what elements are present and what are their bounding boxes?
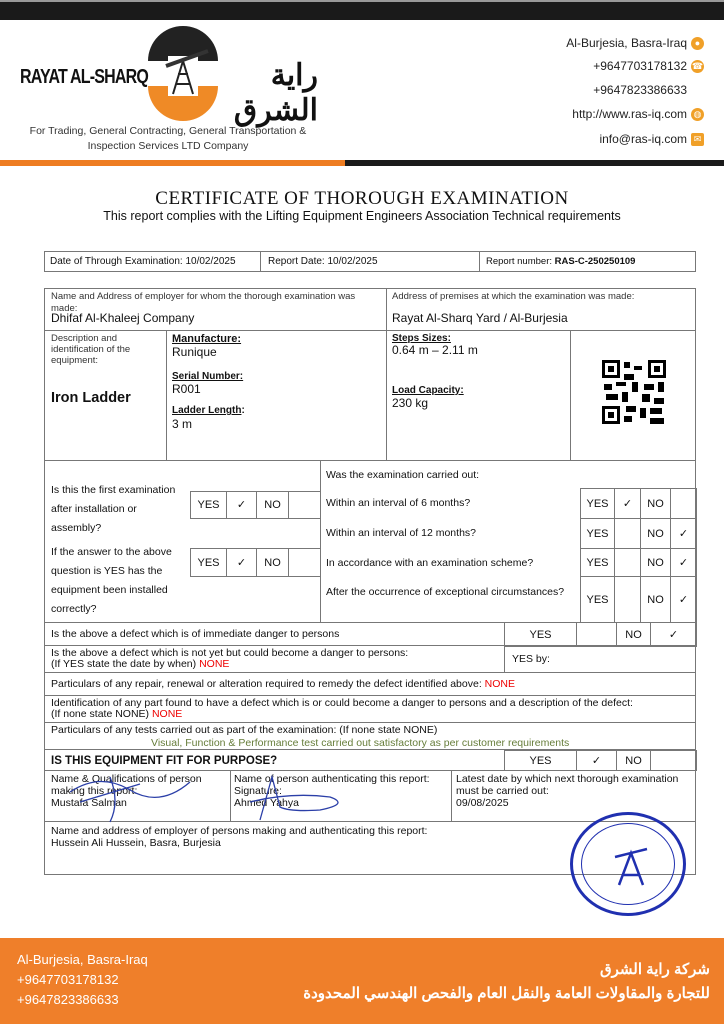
steps-label: Steps Sizes: xyxy=(392,333,451,344)
carried-out-0-yes-checkbox[interactable]: ✓ xyxy=(614,488,641,519)
fit-for-purpose-question: IS THIS EQUIPMENT FIT FOR PURPOSE? xyxy=(51,755,278,767)
fit-for-purpose-yes-checkbox[interactable]: ✓ xyxy=(576,750,617,771)
carried-out-question: Within an interval of 12 months? xyxy=(326,527,476,539)
future-danger-question: Is the above a defect which is not yet but could become a danger to persons: (If YES state the date by when) NONE xyxy=(51,647,409,670)
carried-out-1-no-label: NO xyxy=(640,518,671,549)
next-exam-date: 09/08/2025 xyxy=(456,797,509,809)
carried-out-2-yes-label: YES xyxy=(580,548,615,577)
phone-icon: ☎ xyxy=(691,60,704,71)
mail-icon: ✉ xyxy=(691,133,704,146)
load-value: 230 kg xyxy=(392,396,429,410)
load-label: Load Capacity: xyxy=(392,385,464,396)
signature-label: Signature: xyxy=(234,785,282,797)
employer-label: Name and Address of employer for whom the thorough examination was made: xyxy=(51,291,356,314)
footer xyxy=(0,938,724,1024)
footer-phone-2: +9647823386633 xyxy=(17,992,119,1007)
carried-out-0-yes-label: YES xyxy=(580,488,615,519)
report-number: Report number: RAS-C-250250109 xyxy=(486,256,636,267)
top-bar xyxy=(0,0,724,20)
carried-out-3-no-label: NO xyxy=(640,576,671,623)
immediate-danger-question: Is the above a defect which is of immediate danger to persons xyxy=(51,628,340,640)
footer-address: Al-Burjesia, Basra-Iraq xyxy=(17,952,148,967)
exam-date: Date of Through Examination: 10/02/2025 xyxy=(50,256,236,267)
maker-label: Name & Qualifications of person making this report: xyxy=(51,773,202,797)
tests-value: Visual, Function & Performance test carried out satisfactory as per customer requirements xyxy=(151,737,570,749)
maker-name: Mustafa Salman xyxy=(51,797,127,809)
first-exam-question: Is this the first examination after installation or assembly? xyxy=(51,484,176,534)
contact-phone: +9647703178132 ☎ xyxy=(593,59,704,73)
premises-value: Rayat Al-Sharq Yard / Al-Burjesia xyxy=(392,311,568,325)
first-exam-yes-label: YES xyxy=(190,491,227,519)
carried-out-1-yes-label: YES xyxy=(580,518,615,549)
header-divider-orange xyxy=(0,160,345,166)
first-exam-yes-checkbox[interactable]: ✓ xyxy=(226,491,257,519)
carried-out-question: Within an interval of 6 months? xyxy=(326,497,471,509)
company-stamp xyxy=(570,812,686,916)
brand-name-ar: راية الشرق xyxy=(233,59,318,127)
premises-label: Address of premises at which the examination was made: xyxy=(392,291,635,302)
carried-out-1-yes-checkbox[interactable] xyxy=(614,518,641,549)
first-exam-no-label: NO xyxy=(256,491,289,519)
manufacture-label: Manufacture: xyxy=(172,333,242,345)
installed-correctly-yes-checkbox[interactable]: ✓ xyxy=(226,548,257,577)
steps-value: 0.64 m – 2.11 m xyxy=(392,343,478,357)
manufacture-value: Runique xyxy=(172,345,217,359)
tests-question: Particulars of any tests carried out as part of the examination: (If none state NONE) xyxy=(51,724,438,736)
qr-code-icon xyxy=(602,360,666,424)
carried-out-question: In accordance with an examination scheme? xyxy=(326,557,534,569)
employer-persons-label: Name and address of employer of persons making and authenticating this report: xyxy=(51,825,428,837)
employer-value: Dhifaf Al-Khaleej Company xyxy=(51,311,195,325)
length-value: 3 m xyxy=(172,417,193,431)
carried-out-3-yes-checkbox[interactable] xyxy=(614,576,641,623)
carried-out-question: After the occurrence of exceptional circumstances? xyxy=(326,586,565,598)
installed-correctly-no-checkbox[interactable] xyxy=(288,548,321,577)
carried-out-3-yes-label: YES xyxy=(580,576,615,623)
authenticator-label: Name of person authenticating this report: xyxy=(234,773,430,785)
signatures xyxy=(60,762,380,832)
report-date: Report Date: 10/02/2025 xyxy=(268,256,378,267)
immediate-danger-yes-label: YES xyxy=(504,622,577,647)
first-exam-no-checkbox[interactable] xyxy=(288,491,321,519)
length-label: Ladder Length: xyxy=(172,405,245,416)
carried-out-2-yes-checkbox[interactable] xyxy=(614,548,641,577)
immediate-danger-no-label: NO xyxy=(616,622,651,647)
footer-phone-1: +9647703178132 xyxy=(17,972,119,987)
fit-for-purpose-yes-label: YES xyxy=(504,750,577,771)
carried-out-3-no-checkbox[interactable]: ✓ xyxy=(670,576,697,623)
immediate-danger-no-checkbox[interactable]: ✓ xyxy=(650,622,697,647)
authenticator-name: Ahmed Yahya xyxy=(234,797,299,809)
company-logo xyxy=(18,26,318,156)
tagline: For Trading, General Contracting, General Transportation & Inspection Services LTD Company xyxy=(29,125,307,152)
installed-correctly-question: If the answer to the above question is YES has the equipment been installed correctly? xyxy=(51,546,172,615)
globe-icon: ◍ xyxy=(691,108,704,121)
description-label: Description and identification of the equipment: xyxy=(51,333,131,366)
footer-description-ar: للتجارة والمقاولات العامة والنقل العام والفحص الهندسي المحدودة xyxy=(303,985,710,1002)
carried-out-2-no-label: NO xyxy=(640,548,671,577)
repair-particulars: Particulars of any repair, renewal or alteration required to remedy the defect identified above: NONE xyxy=(51,678,516,690)
defect-identification: Identification of any part found to have a defect which is or could become a danger to persons and a description of the defect: (If none state NONE) NONE xyxy=(51,697,633,720)
next-exam-label: Latest date by which next thorough examination must be carried out: xyxy=(456,773,679,797)
equipment-name: Iron Ladder xyxy=(51,390,131,406)
carried-out-1-no-checkbox[interactable]: ✓ xyxy=(670,518,697,549)
location-pin-icon: ● xyxy=(691,37,704,50)
fit-for-purpose-no-checkbox[interactable] xyxy=(650,750,697,771)
contact-website[interactable]: http://www.ras-iq.com ◍ xyxy=(572,107,704,121)
page-title: CERTIFICATE OF THOROUGH EXAMINATION xyxy=(155,188,569,209)
header-divider-black xyxy=(345,160,724,166)
contact-phone-2: +9647823386633 xyxy=(593,83,687,97)
immediate-danger-yes-checkbox[interactable] xyxy=(576,622,617,647)
serial-label: Serial Number: xyxy=(172,371,244,382)
installed-correctly-no-label: NO xyxy=(256,548,289,577)
fit-for-purpose-no-label: NO xyxy=(616,750,651,771)
contact-email[interactable]: info@ras-iq.com ✉ xyxy=(599,132,704,146)
carried-out-2-no-checkbox[interactable]: ✓ xyxy=(670,548,697,577)
contact-address: Al-Burjesia, Basra-Iraq ● xyxy=(566,36,704,50)
installed-correctly-yes-label: YES xyxy=(190,548,227,577)
employer-persons-value: Hussein Ali Hussein, Basra, Burjesia xyxy=(51,837,221,849)
yes-by-label: YES by: xyxy=(512,653,550,665)
carried-out-0-no-label: NO xyxy=(640,488,671,519)
footer-company-ar: شركة راية الشرق xyxy=(599,961,710,978)
serial-value: R001 xyxy=(172,382,201,396)
carried-out-label: Was the examination carried out: xyxy=(326,469,480,481)
page-subtitle: This report complies with the Lifting Equipment Engineers Association Technical requirements xyxy=(103,209,621,223)
brand-name-en: RAYAT AL-SHARQ xyxy=(20,66,149,88)
carried-out-0-no-checkbox[interactable] xyxy=(670,488,697,519)
